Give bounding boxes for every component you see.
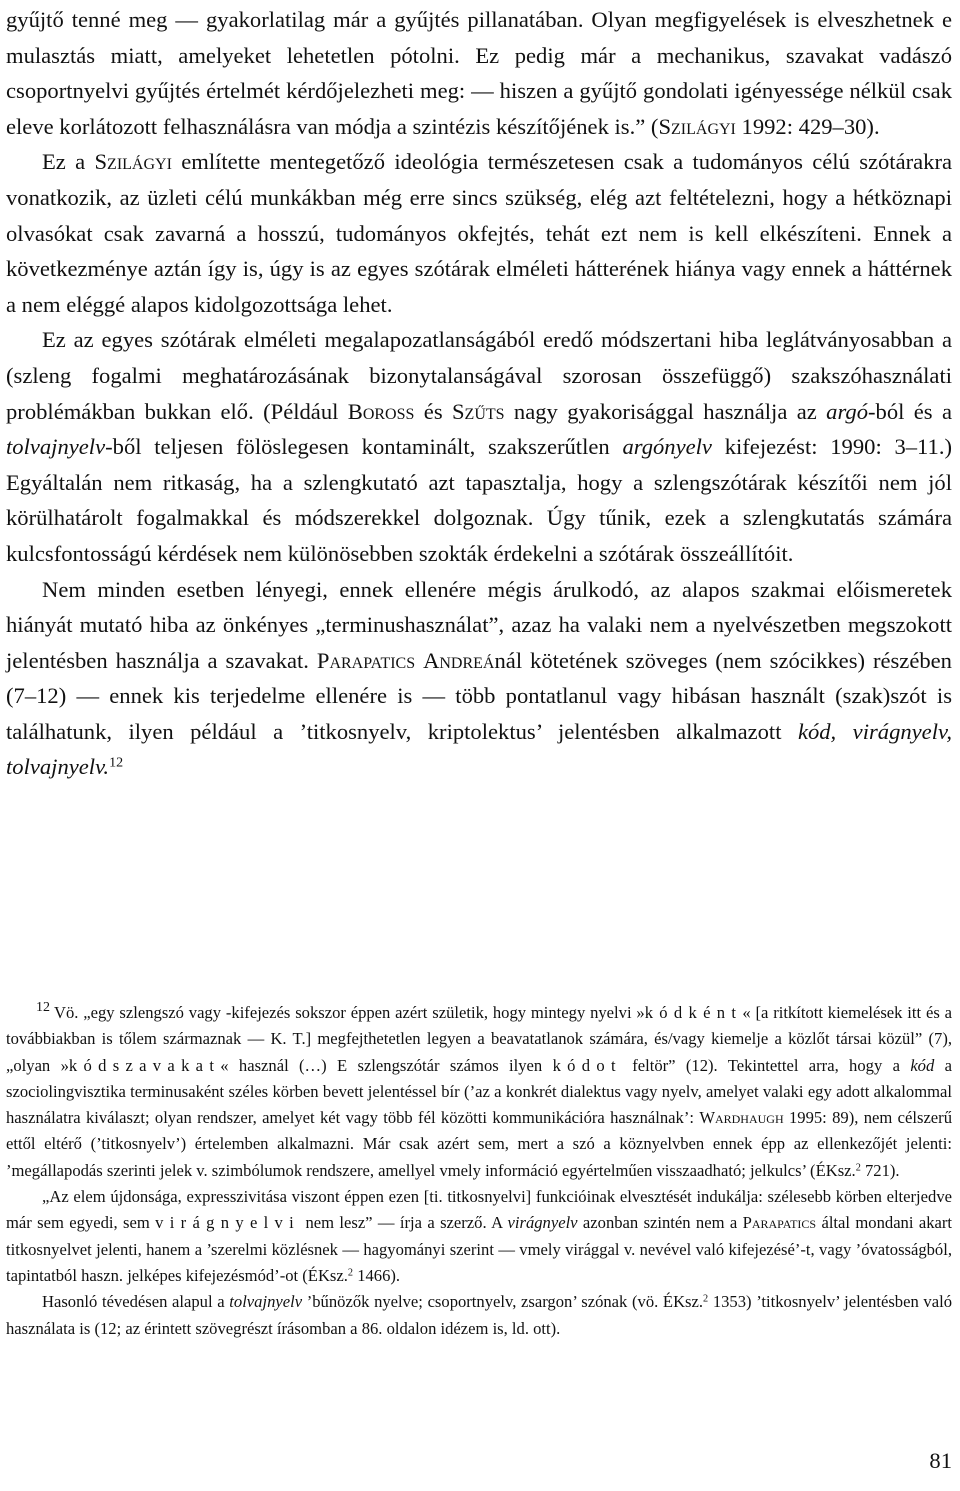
- text-run: és: [414, 398, 452, 424]
- text-run: « használ (…) E szlengszótár számos ilyen: [220, 1055, 553, 1075]
- text-run: említette mentegetőző ideológia természetesen csak a tudományos célú szótárakra vonatkozik, az üzleti célú munkákban még erre sincs szükség, elég azt feltételezni, hogy a hétköznapi olvasókat csak zavarná a hosszú, tudományos okfejtés, tehát ezt nem is kell elkészíteni. Ennek a következménye aztán így is, úgy is az egyes szótárak elméleti hátterének hiánya vagy ennek a háttérnek a nem eléggé alapos kidolgozottsága lehet.: [6, 149, 953, 317]
- text-run: -ból és a: [868, 398, 952, 424]
- spaced-term: kódot: [552, 1055, 622, 1075]
- text-run: Hasonló tévedésen alapul a: [42, 1292, 230, 1312]
- text-run: a szociolingvisztika terminusaként széles körben bevett jelentéssel bír (’az a konkrét dialektus vagy nyelv, amelyet valaki egy adott alkalommal használatra kiválaszt; olyan rendszer, amelyet két vagy több fél közötti kommunikációra használnak’:: [6, 1055, 952, 1128]
- author-name: Parapatics: [742, 1213, 817, 1233]
- text-run: azonban szintén nem a: [577, 1213, 743, 1233]
- italic-term: argó: [826, 398, 869, 424]
- footnote-12: [6, 1000, 952, 1184]
- text-run: 1466).: [353, 1265, 401, 1285]
- author-name: Szűts: [451, 398, 505, 424]
- spaced-term: virágnyelvi: [155, 1213, 301, 1233]
- text-run: Vö. „egy szlengszó vagy -kifejezés sokszor éppen azért születik, hogy mintegy nyelvi »: [54, 1003, 645, 1022]
- text-run: ’bűnözők nyelve; csoportnyelv, zsargon’ szónak (vö. ÉKsz.: [302, 1292, 704, 1312]
- text-run: Nem minden esetben lényegi, ennek ellenére mégis árulkodó, az alapos szakmai előismeretek hiányát mutató hiba az önkényes „terminushasználat”, azaz ha valaki nem a nyelvészetben megszokott jelentésben használja a szavakat.: [6, 576, 952, 673]
- footnote-marker: 12: [36, 1000, 50, 1015]
- italic-term: tolvajnyelv: [6, 434, 106, 460]
- text-run: feltör” (12). Tekintettel arra, hogy a: [621, 1055, 911, 1075]
- text-run: „Az elem újdonsága, expresszivitása viszont éppen ezen [ti. titkosnyelvi] funkcióinak elvesztését indukálja: szélesebb körben elterjedve már sem egyedi, sem: [6, 1187, 952, 1233]
- italic-term: kód, virágnyelv, tolvajnyelv.: [6, 718, 952, 780]
- text-run: « [a ritkított kiemelések itt és a továbbiakban is tőlem származnak — K. T.] megfejthetetlen legyen a beavatatlanok számára, és/vagy kiemelje a közlőt társai közül” (7), „olyan »: [6, 1003, 952, 1075]
- text-run: -ből teljesen fölöslegesen kontaminált, szakszerűtlen: [105, 434, 623, 460]
- text-run: 721).: [860, 1160, 900, 1180]
- paragraph-4: [6, 572, 952, 786]
- paragraph-3: [6, 322, 952, 571]
- text-run: nagy gyakorisággal használja az: [504, 398, 827, 424]
- citation: 1992: 429–30).: [735, 113, 880, 139]
- spaced-term: kódként: [644, 1003, 743, 1022]
- author-name: Boross: [347, 398, 415, 424]
- footnote-paragraph-2: [6, 1184, 952, 1289]
- italic-term: tolvajnyelv: [229, 1292, 303, 1312]
- author-name: Wardhaugh: [699, 1108, 784, 1128]
- paragraph-1: [6, 2, 952, 144]
- text-run: kifejezést: 1990: 3–11.) Egyáltalán nem ritkaság, ha a szlengkutató azt tapasztalja, hogy a szlengszótárak készítői nem jól körülhatárolt fogalmakkal és módszerekkel dolgoznak. Úgy tűnik, ezek a szlengkutatás számára kulcsfontosságú kérdések nem különösebben szokták érdekelni a szótárak összeállítóit.: [6, 434, 952, 566]
- footnote-reference[interactable]: 12: [109, 755, 124, 771]
- superscript: 2: [347, 1267, 354, 1279]
- author-name: Szilágyi: [94, 149, 172, 175]
- text-run: nem lesz” — írja a szerző. A: [300, 1213, 508, 1233]
- text-run: Ez a: [42, 149, 95, 175]
- text-run: által mondani akart titkosnyelvet jelenti, hanem a ’szerelmi közlésnek — hagyományi szerint — vmely virággal v. nevével való kifejezésé’-t, vagy ’óvatosságból, tapintatból haszn. jelképes kifejezésmód’-ot (ÉKsz.: [6, 1213, 952, 1285]
- text-run: 1995: 89), nem célszerű ettől eltérő (’titkosnyelv’) értelemben alkalmazni. Már csak azért sem, mert a szó a köznyelvben ennek épp az ellenkezőjét jelenti: ’megállapodás szerinti jelek v. szimbólumok rendszere, amellyel vmely információ egyértelműen visszaadható; jelkulcs’ (ÉKsz.: [6, 1108, 952, 1180]
- text-run: nál kötetének szöveges (nem szócikkes) részében (7–12) — ennek kis terjedelme ellenére is — több pontatlanul vagy hibásan használt (szak)szót is találhatunk, ilyen például a ’titkosnyelv, kriptolektus’ jelentésben alkalmazott: [6, 647, 952, 744]
- author-name: Andreá: [423, 647, 495, 673]
- text-run: 1353) ’titkosnyelv’ jelentésben való használata is (12; az érintett szövegrészt írásomban a 86. oldalon idézem is, ld. ott).: [6, 1292, 952, 1338]
- footnotes: [6, 1000, 952, 1342]
- page-number: 81: [929, 1448, 952, 1473]
- italic-term: kód: [910, 1055, 935, 1075]
- italic-term: virágnyelv: [507, 1213, 578, 1233]
- main-text: [6, 2, 952, 785]
- text-run: Ez az egyes szótárak elméleti megalapozatlanságából eredő módszertani hiba leglátványosabban a (szleng fogalmi meghatározásának bizonytalanságával szorosan összefüggő) szakszóhasználati problémákban bukkan elő. (Például: [6, 327, 952, 424]
- paragraph-2: [6, 144, 952, 322]
- superscript: 2: [703, 1293, 709, 1305]
- author-name: Parapatics: [316, 647, 416, 673]
- footnote-paragraph-3: [6, 1289, 952, 1342]
- superscript: 2: [855, 1162, 861, 1174]
- text-run: gyűjtő tenné meg — gyakorlatilag már a gyűjtés pillanatában. Olyan megfigyelések is elveszhetnek e mulasztás miatt, amelyeket lehetetlen pótolni. Ez pedig már a mechanikus, szavakat vadászó csoportnyelvi gyűjtés értelmét kérdőjelezheti meg: — hiszen a gyűjtő gondolati igényessége nélkül csak eleve korlátozott felhasználásra van módja a szintézis készítőjének is.” (: [6, 7, 952, 139]
- author-name: Szilágyi: [658, 113, 736, 139]
- spaced-term: kódszavakat: [68, 1055, 221, 1075]
- italic-term: argónyelv: [622, 434, 712, 460]
